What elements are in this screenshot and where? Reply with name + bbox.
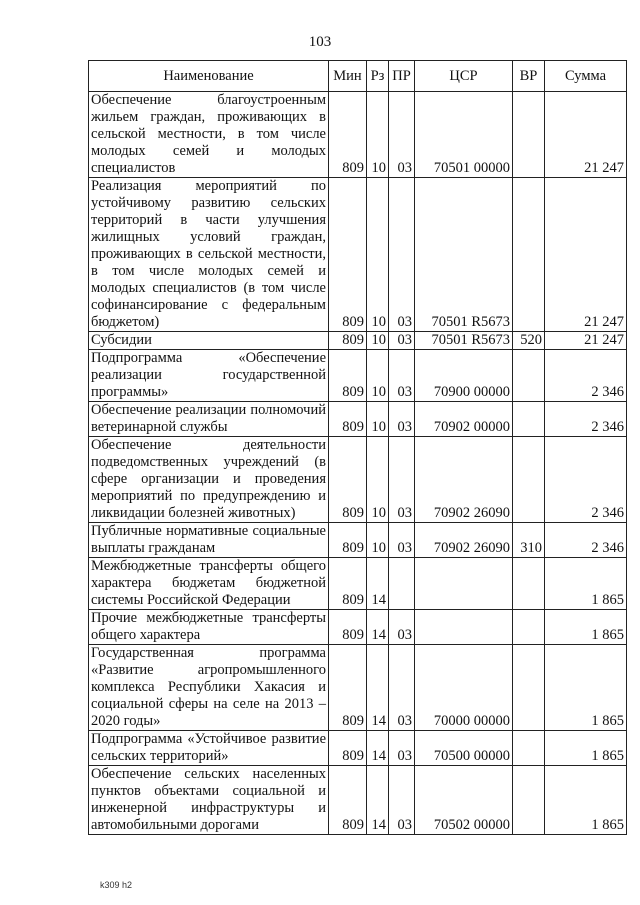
cell-min: 809 — [329, 350, 367, 402]
budget-table — [88, 60, 627, 835]
cell-vr — [513, 178, 545, 332]
cell-csr: 70501 R5673 — [415, 178, 513, 332]
cell-name: Государственная программа «Развитие агропромышленного комплекса Республики Хакасия и социальной сферы на селе на 2013 – 2020 годы» — [89, 645, 329, 731]
table-row — [89, 92, 627, 178]
cell-rz: 10 — [367, 523, 389, 558]
cell-name: Обеспечение деятельности подведомственных учреждений (в сфере организации и проведения мероприятий по предупреждению и ликвидации болезней животных) — [89, 437, 329, 523]
cell-rz: 14 — [367, 558, 389, 610]
cell-name: Обеспечение реализации полномочий ветеринарной службы — [89, 402, 329, 437]
cell-sum: 1 865 — [545, 731, 627, 766]
cell-rz: 14 — [367, 610, 389, 645]
cell-min: 809 — [329, 332, 367, 350]
cell-pr: 03 — [389, 523, 415, 558]
cell-csr: 70902 00000 — [415, 402, 513, 437]
table-row — [89, 178, 627, 332]
cell-pr: 03 — [389, 350, 415, 402]
cell-vr: 310 — [513, 523, 545, 558]
cell-name: Публичные нормативные социальные выплаты гражданам — [89, 523, 329, 558]
cell-sum: 21 247 — [545, 332, 627, 350]
table-row — [89, 350, 627, 402]
cell-pr: 03 — [389, 437, 415, 523]
cell-csr: 70902 26090 — [415, 523, 513, 558]
cell-name: Подпрограмма «Обеспечение реализации государственной программы» — [89, 350, 329, 402]
table-header-row — [89, 61, 627, 92]
cell-sum: 2 346 — [545, 523, 627, 558]
cell-name: Подпрограмма «Устойчивое развитие сельских территорий» — [89, 731, 329, 766]
header-rz: Рз — [367, 61, 389, 92]
table-row — [89, 437, 627, 523]
cell-csr — [415, 610, 513, 645]
cell-csr — [415, 558, 513, 610]
cell-name: Прочие межбюджетные трансферты общего характера — [89, 610, 329, 645]
cell-csr: 70900 00000 — [415, 350, 513, 402]
cell-pr: 03 — [389, 645, 415, 731]
cell-sum: 1 865 — [545, 645, 627, 731]
cell-sum: 21 247 — [545, 92, 627, 178]
cell-min: 809 — [329, 523, 367, 558]
cell-sum: 1 865 — [545, 610, 627, 645]
cell-csr: 70500 00000 — [415, 731, 513, 766]
cell-sum: 1 865 — [545, 558, 627, 610]
header-min: Мин — [329, 61, 367, 92]
cell-min: 809 — [329, 437, 367, 523]
header-sum: Сумма — [545, 61, 627, 92]
cell-name: Обеспечение сельских населенных пунктов объектами социальной и инженерной инфраструктуры и автомобильными дорогами — [89, 766, 329, 835]
cell-rz: 14 — [367, 731, 389, 766]
cell-csr: 70501 00000 — [415, 92, 513, 178]
table-row — [89, 523, 627, 558]
cell-rz: 10 — [367, 437, 389, 523]
cell-pr: 03 — [389, 610, 415, 645]
header-pr: ПР — [389, 61, 415, 92]
header-name: Наименование — [89, 61, 329, 92]
cell-min: 809 — [329, 610, 367, 645]
cell-sum: 1 865 — [545, 766, 627, 835]
cell-min: 809 — [329, 178, 367, 332]
table-row — [89, 402, 627, 437]
cell-sum: 2 346 — [545, 402, 627, 437]
cell-csr: 70902 26090 — [415, 437, 513, 523]
cell-vr — [513, 350, 545, 402]
table-row — [89, 610, 627, 645]
cell-sum: 2 346 — [545, 437, 627, 523]
cell-min: 809 — [329, 731, 367, 766]
cell-rz: 14 — [367, 766, 389, 835]
cell-vr — [513, 558, 545, 610]
cell-min: 809 — [329, 558, 367, 610]
cell-name: Обеспечение благоустроенным жильем граждан, проживающих в сельской местности, в том числе молодых семей и молодых специалистов — [89, 92, 329, 178]
cell-rz: 14 — [367, 645, 389, 731]
header-vr: ВР — [513, 61, 545, 92]
cell-vr — [513, 731, 545, 766]
cell-pr: 03 — [389, 766, 415, 835]
cell-pr: 03 — [389, 92, 415, 178]
cell-vr — [513, 437, 545, 523]
footer-code: k309 h2 — [100, 880, 133, 890]
cell-pr: 03 — [389, 402, 415, 437]
cell-pr: 03 — [389, 731, 415, 766]
cell-pr: 03 — [389, 332, 415, 350]
cell-rz: 10 — [367, 350, 389, 402]
cell-rz: 10 — [367, 92, 389, 178]
cell-rz: 10 — [367, 178, 389, 332]
cell-name: Реализация мероприятий по устойчивому развитию сельских территорий в части улучшения жилищных условий граждан, проживающих в сельской местности, в том числе молодых семей и молодых специалистов (в том числе софинансирование с федеральным бюджетом) — [89, 178, 329, 332]
cell-csr: 70501 R5673 — [415, 332, 513, 350]
cell-min: 809 — [329, 92, 367, 178]
cell-vr — [513, 610, 545, 645]
cell-rz: 10 — [367, 332, 389, 350]
cell-pr: 03 — [389, 178, 415, 332]
cell-vr — [513, 92, 545, 178]
page-number: 103 — [308, 34, 332, 50]
cell-vr — [513, 766, 545, 835]
table-row — [89, 558, 627, 610]
cell-min: 809 — [329, 766, 367, 835]
table-row — [89, 766, 627, 835]
cell-csr: 70000 00000 — [415, 645, 513, 731]
cell-vr — [513, 402, 545, 437]
header-csr: ЦСР — [415, 61, 513, 92]
cell-sum: 2 346 — [545, 350, 627, 402]
cell-min: 809 — [329, 402, 367, 437]
cell-sum: 21 247 — [545, 178, 627, 332]
table-row — [89, 332, 627, 350]
cell-csr: 70502 00000 — [415, 766, 513, 835]
table-row — [89, 731, 627, 766]
cell-name: Межбюджетные трансферты общего характера бюджетам бюджетной системы Российской Федерации — [89, 558, 329, 610]
table-row — [89, 645, 627, 731]
cell-min: 809 — [329, 645, 367, 731]
cell-pr — [389, 558, 415, 610]
cell-vr — [513, 645, 545, 731]
cell-name: Субсидии — [89, 332, 329, 350]
cell-vr: 520 — [513, 332, 545, 350]
cell-rz: 10 — [367, 402, 389, 437]
